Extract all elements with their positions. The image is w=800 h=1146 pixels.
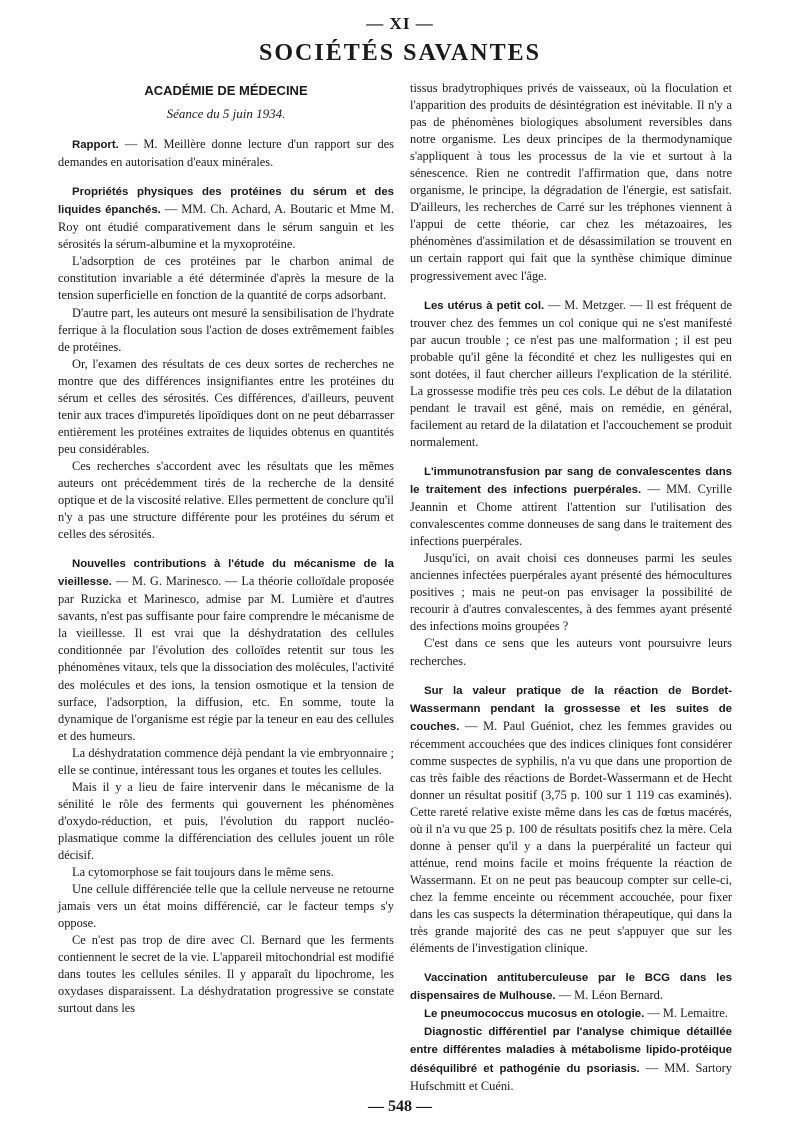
article-uterus (410, 297, 732, 451)
paragraph: Une cellule différenciée telle que la cellule nerveuse ne retourne jamais vers un état moins différencié, car le facteur temps s'y oppose. (58, 882, 394, 931)
article-heading: Vaccination antituberculeuse par le BCG dans les dispensaires de Mulhouse. (410, 972, 732, 1003)
article-text: — M. Metzger. — Il est fréquent de trouver chez des femmes un col conique qui ne s'est manifesté par aucun trouble ; ce n'est pas une malformation ; il est peu probable qu'il gêne la fécondité et chez les nulligestes qui en sont dotées, il faut chercher ailleurs l'explication de la stérilité. La grossesse modifie très peu ces cols. Le début de la dilatation pendant le travail est gêné, mais on remédie, en général, facilement au retard de la dilatation et l'accouchement se produit normalement. (410, 297, 732, 449)
article-text: — M. Lemaitre. (644, 1006, 728, 1021)
academy-heading: ACADÉMIE DE MÉDECINE (144, 83, 308, 98)
paragraph: Mais il y a lieu de faire intervenir dans le mécanisme de la sénilité le rôle des ferments qui gouvernent les phénomènes d'oxydo-réduction, et puis, l'évolution du rapport nucléo-plasmatique comme la différenciation des cellules jouent un rôle décisif. (58, 779, 394, 862)
article-heading: Le pneumococcus mucosus en otologie. (424, 1008, 645, 1021)
article-text: — MM. Sartory Hufschmitt et Cuéni. (410, 1060, 732, 1093)
paragraph: Ces recherches s'accordent avec les résultats que les mêmes auteurs ont précédemment tirés de la recherche de la densité optique et de la viscosité relative. Elles permettent de conclure qu'il n'y a pas une structure différente pour les protéines du sérum et celles des sérosités. (58, 458, 394, 542)
article-text: — MM. Cyrille Jeannin et Chome attirent l'attention sur l'utilisation des convalescentes comme donneuses de sang dans le traitement des infections puerpérales. (410, 482, 732, 549)
paragraph: C'est dans ce sens que les auteurs vont poursuivre leurs recherches. (410, 636, 732, 668)
article-bordet-wassermann (410, 682, 732, 958)
article-heading: Diagnostic différentiel par l'analyse chimique détaillée entre différentes maladies à métabolisme lipido-protéique déséquilibré et pathogénie du psoriasis. (410, 1026, 732, 1075)
right-column (410, 80, 732, 1095)
article-text: — M. Léon Bernard. (555, 988, 663, 1003)
article-heading: Nouvelles contributions à l'étude du mécanisme de la vieillesse. (58, 558, 394, 589)
section-title: SOCIÉTÉS SAVANTES (259, 40, 541, 66)
left-column (58, 82, 394, 1017)
article-rapport (58, 136, 394, 171)
article-text: — M. Paul Guéniot, chez les femmes gravides ou récemment accouchées que des indices cliniques font considérer comme suspectes de syphilis, n'a vu que dans une proportion de cas très faible des réactions de Bordet-Wassermann et de Hecht donner un résultat positif (3,75 p. 100 sur 1 119 cas examinés). Cette rareté relative existe même dans les cas de fœtus macérés, où il n'a vu que 25 p. 100 de résultats positifs chez la mère. Cela donne à penser qu'il y a dans la puerpéralité un facteur qui atténue, rend moins facile et moins fréquente la réaction de Wassermann. Et on ne peut pas beaucoup compter sur celle-ci, chez la femme enceinte ou récemment accouchée, pour fixer dans les cas suspects la détermination thérapeutique, qui dans la très grande majorité des cas ne peut s'appuyer que sur les éléments de l'investigation clinique. (410, 718, 732, 956)
paragraph: Jusqu'ici, on avait choisi ces donneuses parmi les seules anciennes infectées puerpérales ayant présenté des hémocultures positives ; mais ne peut-on pas envisager la possibilité de recourir à d'autres convalescentes, à des femmes ayant présenté des infections moins groupées ? (410, 551, 732, 634)
article-psoriasis (410, 1023, 732, 1094)
paragraph: La cytomorphose se fait toujours dans le même sens. (72, 865, 334, 880)
article-vieillesse (58, 555, 394, 745)
paragraph: D'autre part, les auteurs ont mesuré la sensibilisation de l'hydrate ferrique à la floculation sous l'action de doses extrêmement faibles de protéines. (58, 305, 394, 354)
article-proprietes (58, 183, 394, 253)
article-text: — M. G. Marinesco. — La théorie colloïdale proposée par Ruzicka et Marinesco, admise par M. Lumière et d'autres savants, n'est pas suffisante pour faire comprendre le mécanisme de la vieillesse. Il est vrai que la déshydratation des cellules conditionnée par l'évolution des colloïdes retentit sur tous les phénomènes vitaux, tels que la dissociation des molécules, l'activité des molécules et des ions, la tension osmotique et la tension de surface, l'adsorption, la diffusion, etc. En somme, toute la dynamique de l'organisme est régie par la teneur en eau des cellules et des humeurs. (58, 574, 395, 743)
article-immunotransfusion (410, 463, 732, 550)
page-number: — 548 — (368, 1098, 432, 1115)
paragraph: L'adsorption de ces protéines par le charbon animal de constitution invariable a été déterminée d'après la mesure de la tension superficielle en fonction de la quantité de corps adsorbant. (58, 254, 394, 303)
article-heading: L'immunotransfusion par sang de convalescentes dans le traitement des infections puerpérales. (410, 465, 732, 497)
article-heading: Sur la valeur pratique de la réaction de Bordet-Wassermann pendant la grossesse et les suites de couches. (410, 684, 732, 733)
paragraph: Or, l'examen des résultats de ces deux sortes de recherches ne montre que des différences insignifiantes entre les protéines du sérum et celles des sérosités. Ces différences, d'ailleurs, peuvent tenir aux traces d'impuretés lipoïdiques dont on ne peut débarrasser entièrement les protéines extraites de liquides obtenus en quantités peu considérables. (58, 356, 394, 456)
article-text: — M. Meillère donne lecture d'un rapport sur des demandes en autorisation d'eaux minérales. (58, 137, 394, 170)
article-pneumococcus (410, 1005, 732, 1023)
article-heading: Les utérus à petit col. (424, 299, 545, 312)
roman-folio: — XI — (366, 14, 434, 33)
session-date: Séance du 5 juin 1934. (166, 106, 286, 122)
article-heading: Rapport. (72, 139, 119, 152)
article-heading: Propriétés physiques des protéines du sérum et des liquides épanchés. (58, 186, 394, 217)
article-bcg (410, 969, 732, 1005)
paragraph: Ce n'est pas trop de dire avec Cl. Bernard que les ferments contiennent le secret de la vie. L'appareil mitochondrial est modifié dans toutes les cellules séniles. Il y apparaît du lipochrome, les oxydases disparaissent. La déshydratation progressive se constate surtout dans les (58, 933, 394, 1016)
article-text: — MM. Ch. Achard, A. Boutaric et Mme M. Roy ont étudié comparativement dans le sérum sanguin et les sérosités la sérum-albumine et la myxoprotéine. (58, 202, 395, 252)
paragraph-continued: tissus bradytrophiques privés de vaisseaux, où la floculation et l'apparition des produits de désintégration est inévitable. Il n'y a pas de phénomènes biologiques absolument reversibles dans notre organisme. Les deux principes de la thermodynamique s'appliquent à tous les processus de la vie et surtout à la sénescence. Rien ne contredit l'affirmation que, dans notre organisme, le principe, la dégradation de l'énergie, est satisfait. D'ailleurs, les recherches de Carré sur les tréphones viennent à l'appui de cette théorie, car chez les métazoaires, les phénomènes d'assimilation et de désassimilation se trouvent en un certain rapport qui fait que la synthèse chimique diminue progressivement avec l'âge. (410, 81, 732, 283)
paragraph: La déshydratation commence déjà pendant la vie embryonnaire ; elle se continue, intéressant tous les organes et toutes les cellules. (58, 745, 394, 777)
